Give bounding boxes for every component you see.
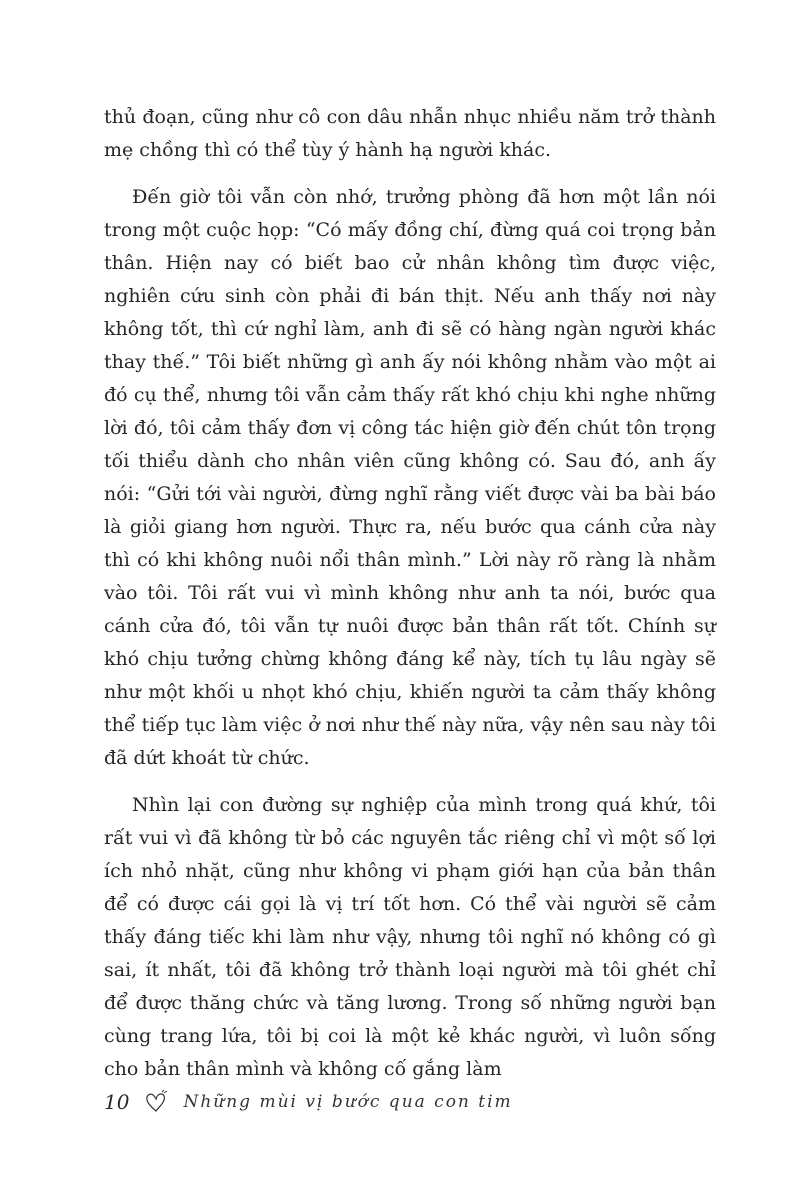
book-title: Những mùi vị bước qua con tim <box>183 1092 513 1112</box>
page-number: 10 <box>104 1090 130 1114</box>
paragraph-3: Nhìn lại con đường sự nghiệp của mình trong quá khứ, tôi rất vui vì đã không từ bỏ các nguyên tắc riêng chỉ vì một số lợi ích nhỏ nhặt, cũng như không vi phạm giới hạn của bản thân để có được cái gọi là vị trí tốt hơn. Có thể vài người sẽ cảm thấy đáng tiếc khi làm như vậy, nhưng tôi nghĩ nó không có gì sai, ít nhất, tôi đã không trở thành loại người mà tôi ghét chỉ để được thăng chức và tăng lương. Trong số những người bạn cùng trang lứa, tôi bị coi là một kẻ khác người, vì luôn sống cho bản thân mình và không cố gắng làm <box>104 794 716 1080</box>
body-text <box>104 101 716 1100</box>
page-footer <box>104 1082 513 1122</box>
paragraph-2: Đến giờ tôi vẫn còn nhớ, trưởng phòng đã hơn một lần nói trong một cuộc họp: “Có mấy đồng chí, đừng quá coi trọng bản thân. Hiện nay có biết bao cử nhân không tìm được việc, nghiên cứu sinh còn phải đi bán thịt. Nếu anh thấy nơi này không tốt, thì cứ nghỉ làm, anh đi sẽ có hàng ngàn người khác thay thế.” Tôi biết những gì anh ấy nói không nhằm vào một ai đó cụ thể, nhưng tôi vẫn cảm thấy rất khó chịu khi nghe những lời đó, tôi cảm thấy đơn vị công tác hiện giờ đến chút tôn trọng tối thiểu dành cho nhân viên cũng không có. Sau đó, anh ấy nói: “Gửi tới vài người, đừng nghĩ rằng viết được vài ba bài báo là giỏi giang hơn người. Thực ra, nếu bước qua cánh cửa này thì có khi không nuôi nổi thân mình.” Lời này rõ ràng là nhằm vào tôi. Tôi rất vui vì mình không như anh ta nói, bước qua cánh cửa đó, tôi vẫn tự nuôi được bản thân rất tốt. Chính sự khó chịu tưởng chừng không đáng kể này, tích tụ lâu ngày sẽ như một khối u nhọt khó chịu, khiến người ta cảm thấy không thể tiếp tục làm việc ở nơi như thế này nữa, vậy nên sau này tôi đã dứt khoát từ chức. <box>104 186 716 769</box>
heart-icon <box>143 1089 169 1115</box>
paragraph-1: thủ đoạn, cũng như cô con dâu nhẫn nhục nhiều năm trở thành mẹ chồng thì có thể tùy ý hành hạ người khác. <box>104 106 716 161</box>
